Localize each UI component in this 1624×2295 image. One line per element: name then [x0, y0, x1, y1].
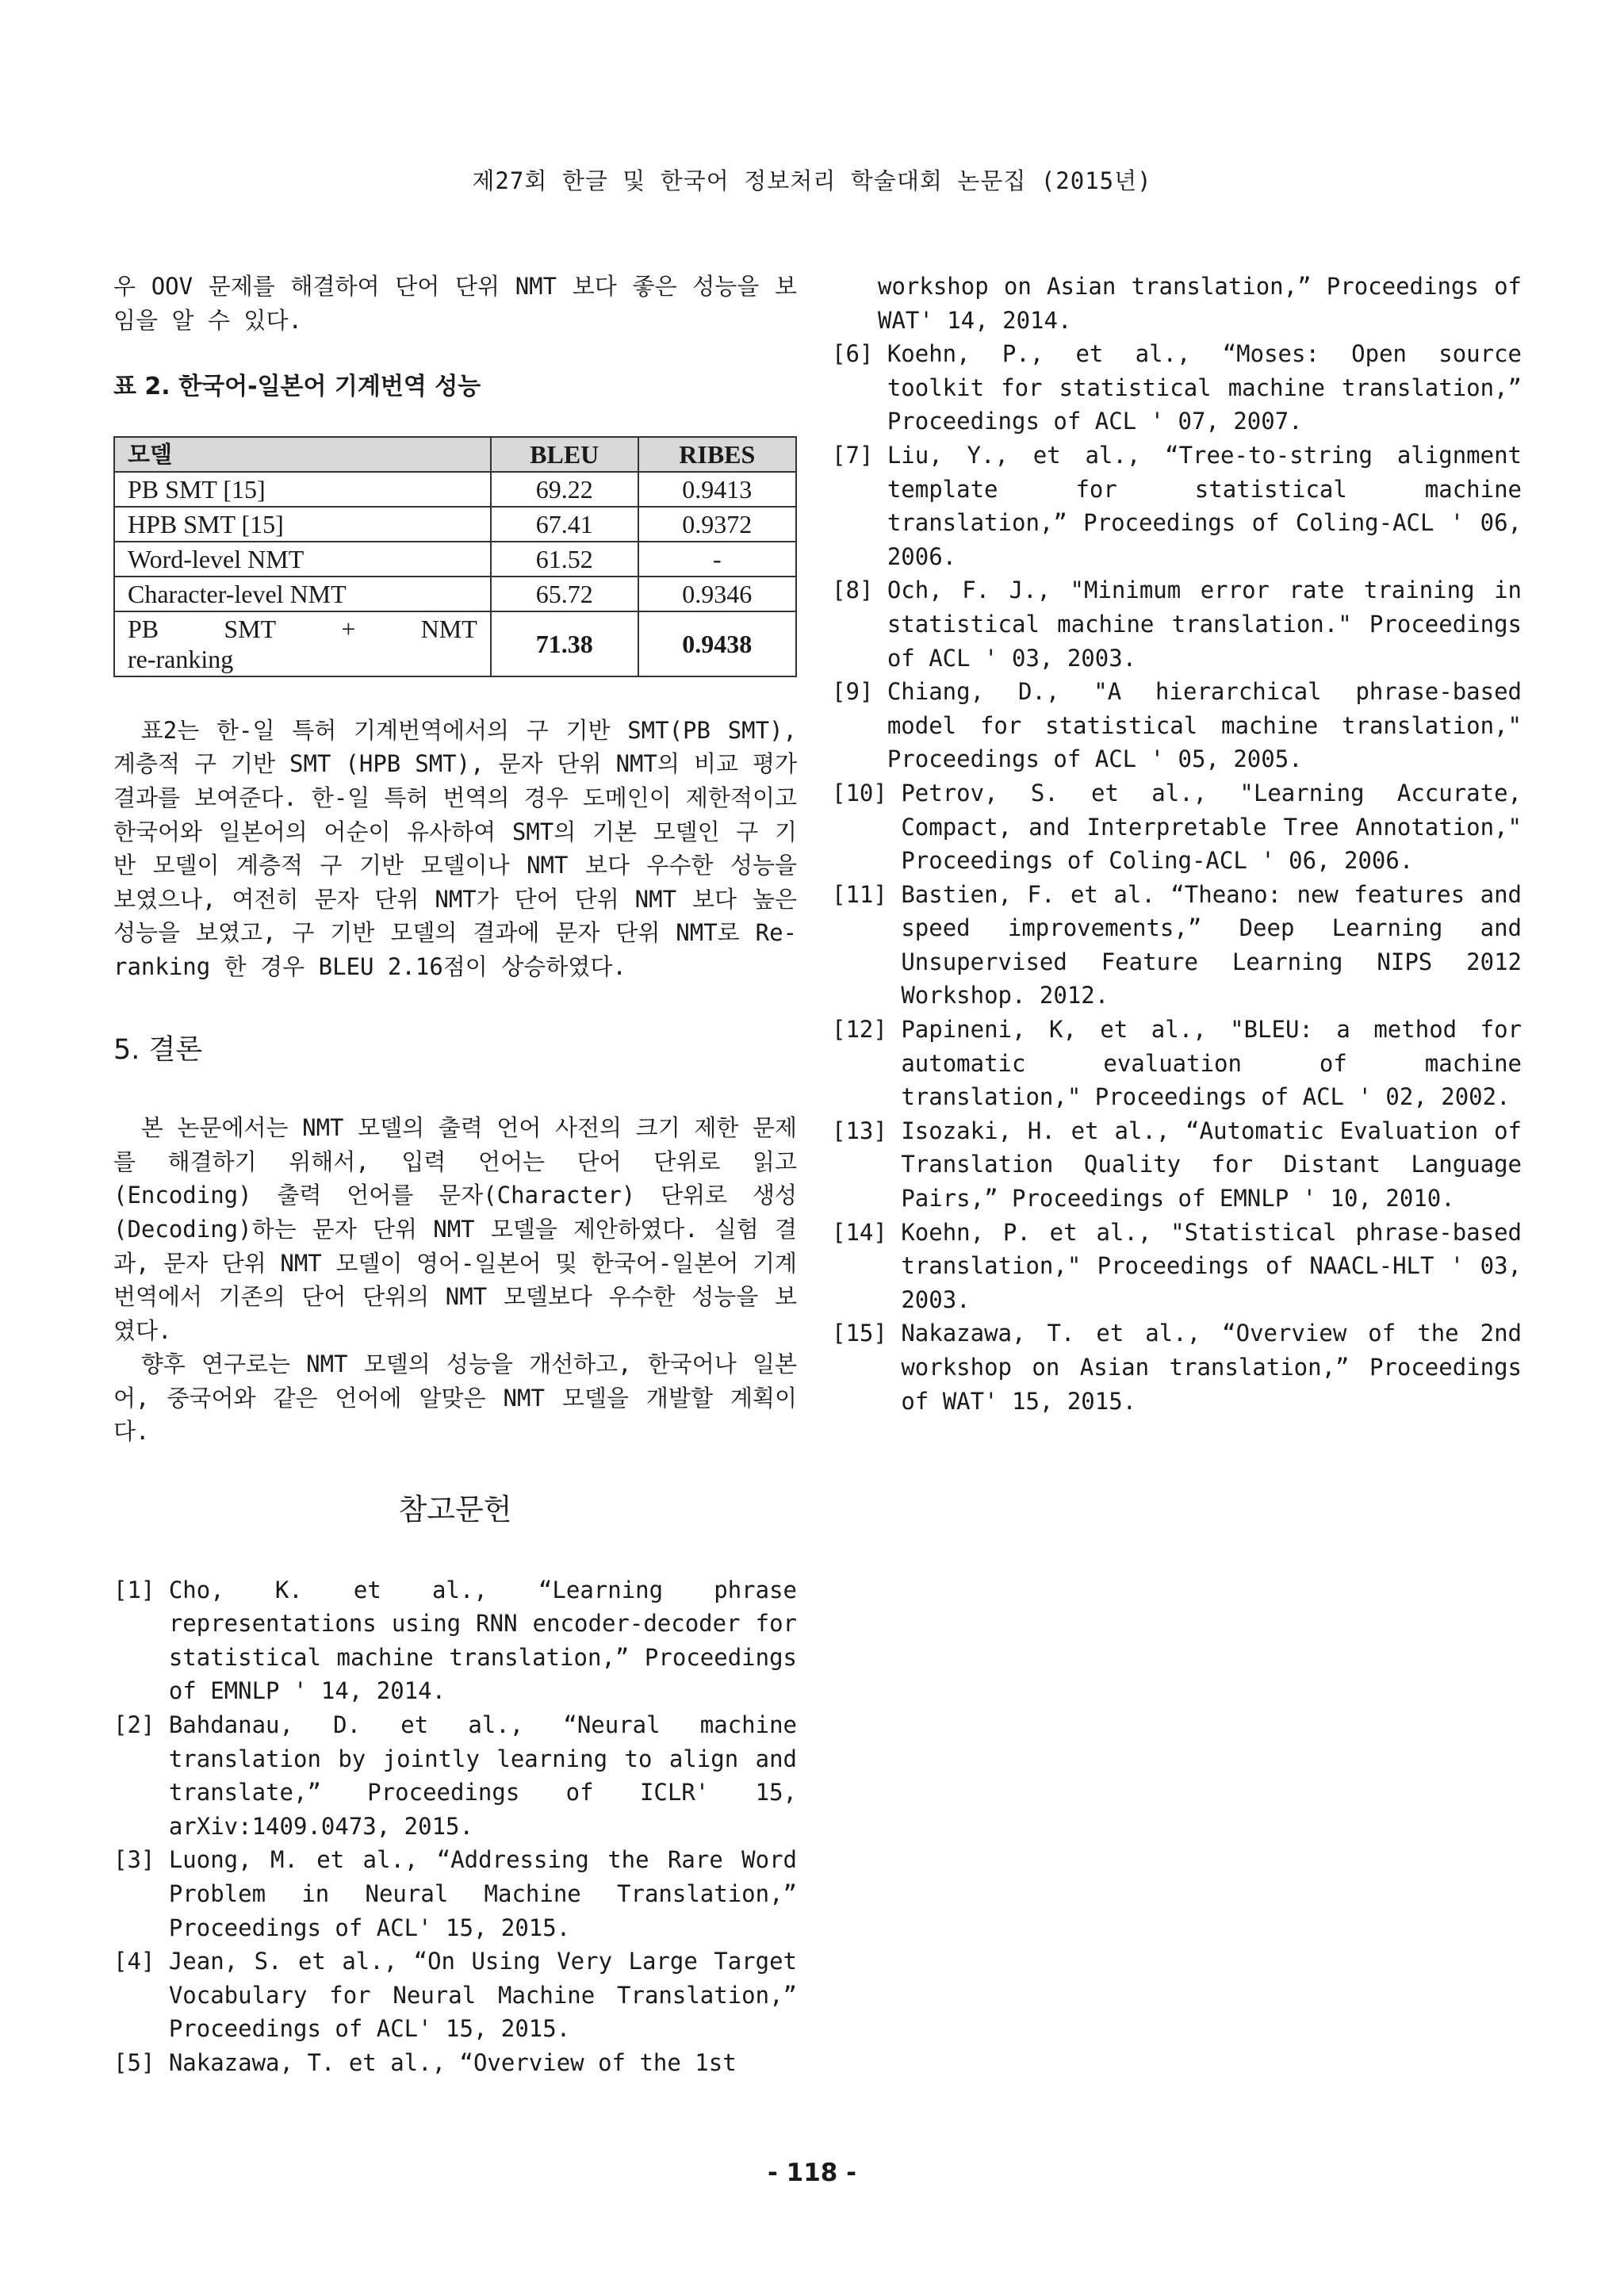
reference-number: [4] [113, 1948, 169, 1975]
reference-text: Koehn, P., et al., “Moses: Open source toolkit for statistical machine translation,” Proceedings of ACL ' 07, 2007. [887, 340, 1522, 435]
header-ribes: RIBES [638, 437, 796, 472]
conclusion-paragraph-2: 향후 연구로는 NMT 모델의 성능을 개선하고, 한국어나 일본어, 중국어와 같은 언어에 알맞은 NMT 모델을 개발할 계획이다. [113, 1351, 797, 1446]
reference-continuation: workshop on Asian translation,” Proceedings of WAT' 14, 2014. [878, 273, 1522, 334]
model-word: PB [128, 614, 159, 643]
reference-item [832, 1216, 1522, 1317]
reference-item [113, 1573, 797, 1708]
reference-number: [5] [113, 2048, 169, 2076]
reference-text: Nakazawa, T. et al., “Overview of the 1st [168, 2048, 737, 2076]
reference-text: Luong, M. et al., “Addressing the Rare Word Problem in Neural Machine Translation,” Proceedings of ACL' 15, 2015. [168, 1846, 797, 1941]
reference-text: Bahdanau, D. et al., “Neural machine translation by jointly learning to align and translate,” Proceedings of ICLR' 15, arXiv:1409.0473, 2015. [168, 1711, 797, 1840]
reference-number: [8] [832, 577, 887, 604]
reference-item [113, 1708, 797, 1843]
conclusion-paragraph-1: 본 논문에서는 NMT 모델의 출력 언어 사전의 크기 제한 문제를 해결하기 위해서, 입력 언어는 단어 단위로 읽고(Encoding) 출력 언어를 문자(Character) 단위로 생성(Decoding)하는 문자 단위 NMT 모델을 제안하였다. 실험 결과, 문자 단위 NMT 모델이 영어-일본어 및 한국어-일본어 기계번역에서 기존의 단어 단위의 NMT 모델보다 우수한 성능을 보였다. [113, 1114, 797, 1344]
cell-ribes: 0.9372 [638, 507, 796, 542]
table-row-best [114, 611, 796, 676]
reference-number: [13] [832, 1117, 902, 1144]
results-table [113, 436, 797, 677]
reference-item [832, 1114, 1522, 1216]
page-number: - 118 - [767, 2159, 857, 2187]
reference-item [832, 439, 1522, 573]
table-row [114, 577, 796, 611]
cell-ribes: - [638, 542, 796, 577]
cell-ribes: 0.9346 [638, 577, 796, 611]
cell-model: Character-level NMT [114, 577, 491, 611]
table-row [114, 507, 796, 542]
reference-text: Jean, S. et al., “On Using Very Large Target Vocabulary for Neural Machine Translation,” Proceedings of ACL' 15, 2015. [168, 1948, 797, 2043]
intro-paragraph: 우 OOV 문제를 해결하여 단어 단위 NMT 보다 좋은 성능을 보임을 알 수 있다. [113, 273, 797, 334]
reference-number: [9] [832, 678, 887, 706]
reference-number: [12] [832, 1016, 902, 1044]
cell-ribes: 0.9438 [638, 611, 796, 676]
cell-bleu: 61.52 [491, 542, 638, 577]
reference-text: Cho, K. et al., “Learning phrase representations using RNN encoder-decoder for statistical machine translation,” Proceedings of EMNLP ' 14, 2014. [168, 1576, 797, 1705]
reference-item [832, 878, 1522, 1013]
reference-text: Och, F. J., "Minimum error rate training in statistical machine translation." Proceedings of ACL ' 03, 2003. [887, 577, 1522, 672]
model-word: NMT [420, 614, 477, 643]
cell-model: Word-level NMT [114, 542, 491, 577]
cell-bleu: 71.38 [491, 611, 638, 676]
reference-item [832, 776, 1522, 878]
reference-number: [10] [832, 779, 902, 807]
reference-item [832, 1013, 1522, 1114]
reference-item [113, 1944, 797, 2046]
cell-model: PB SMT [15] [114, 472, 491, 507]
table-caption: 표 2. 한국어-일본어 기계번역 성능 [113, 373, 481, 401]
reference-number: [3] [113, 1846, 169, 1874]
table-row [114, 472, 796, 507]
cell-bleu: 65.72 [491, 577, 638, 611]
running-header: 제27회 한글 및 한국어 정보처리 학술대회 논문집 (2015년) [472, 167, 1152, 194]
cell-model [114, 611, 491, 676]
reference-number: [1] [113, 1576, 169, 1603]
reference-item [832, 337, 1522, 439]
reference-text: Koehn, P. et al., "Statistical phrase-based translation," Proceedings of NAACL-HLT ' 03, 2003. [901, 1218, 1522, 1313]
reference-text: Papineni, K, et al., "BLEU: a method for automatic evaluation of machine translation," Proceedings of ACL ' 02, 2002. [901, 1016, 1522, 1111]
reference-text: Chiang, D., "A hierarchical phrase-based model for statistical machine translation," Proceedings of ACL ' 05, 2005. [887, 678, 1522, 773]
reference-text: Nakazawa, T. et al., “Overview of the 2nd workshop on Asian translation,” Proceedings of WAT' 15, 2015. [901, 1320, 1522, 1415]
model-word: SMT [224, 614, 277, 643]
cell-bleu: 69.22 [491, 472, 638, 507]
model-line-1 [128, 614, 477, 644]
reference-text: Petrov, S. et al., "Learning Accurate, Compact, and Interpretable Tree Annotation," Proceedings of Coling-ACL ' 06, 2006. [901, 779, 1522, 875]
header-model: 모델 [114, 437, 491, 472]
header-bleu: BLEU [491, 437, 638, 472]
cell-model: HPB SMT [15] [114, 507, 491, 542]
reference-text: Isozaki, H. et al., “Automatic Evaluation of Translation Quality for Distant Language Pairs,” Proceedings of EMNLP ' 10, 2010. [901, 1117, 1522, 1213]
reference-number: [2] [113, 1711, 169, 1739]
reference-number: [7] [832, 441, 887, 469]
model-word: + [341, 614, 356, 643]
right-column [832, 270, 1522, 1418]
reference-number: [6] [832, 340, 887, 368]
cell-ribes: 0.9413 [638, 472, 796, 507]
model-line-2: re-ranking [128, 644, 234, 673]
reference-item [832, 573, 1522, 675]
cell-bleu: 67.41 [491, 507, 638, 542]
table-row [114, 542, 796, 577]
reference-number: [11] [832, 880, 902, 908]
reference-number: [15] [832, 1320, 902, 1347]
reference-item [832, 1316, 1522, 1418]
reference-item [113, 2046, 797, 2080]
reference-number: [14] [832, 1218, 902, 1246]
reference-text: Bastien, F. et al. “Theano: new features and speed improvements,” Deep Learning and Unsupervised Feature Learning NIPS 2012 Workshop. 2012. [901, 880, 1522, 1010]
reference-item [832, 675, 1522, 776]
reference-text: Liu, Y., et al., “Tree-to-string alignment template for statistical machine translation,” Proceedings of Coling-ACL ' 06, 2006. [887, 441, 1522, 570]
left-column [113, 270, 797, 2080]
table-discussion-paragraph: 표2는 한-일 특허 기계번역에서의 구 기반 SMT(PB SMT), 계층적 구 기반 SMT (HPB SMT), 문자 단위 NMT의 비교 평가 결과를 보여준다. 한-일 특허 번역의 경우 도메인이 제한적이고 한국어와 일본어의 어순이 유사하여 SMT의 기본 모델인 구 기반 모델이 계층적 구 기반 모델이나 NMT 보다 우수한 성능을 보였으나, 여전히 문자 단위 NMT가 단어 단위 NMT 보다 높은 성능을 보였고, 구 기반 모델의 결과에 문자 단위 NMT로 Re-ranking 한 경우 BLEU 2.16점이 상승하였다. [113, 716, 797, 980]
table-header-row [114, 437, 796, 472]
references-title: 참고문헌 [398, 1492, 512, 1527]
reference-item [113, 1843, 797, 1944]
section-title: 5. 결론 [113, 1033, 203, 1066]
